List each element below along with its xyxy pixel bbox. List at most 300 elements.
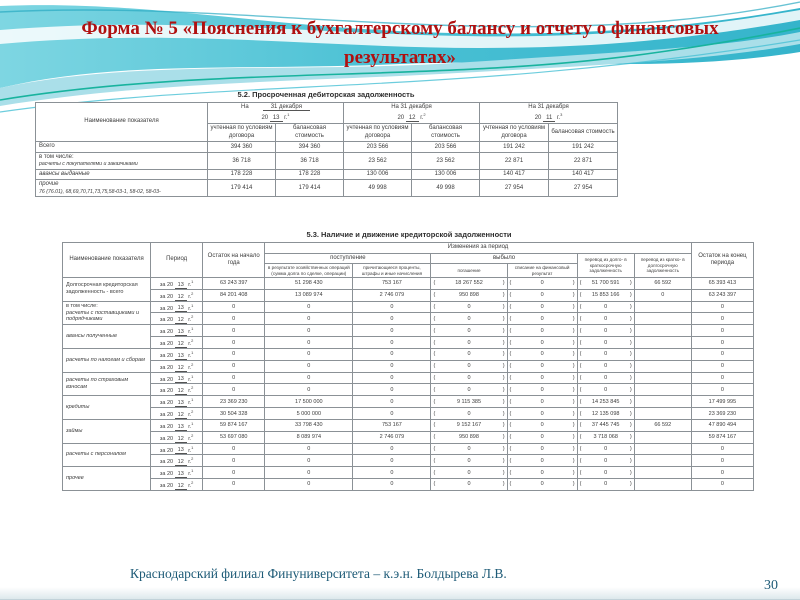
paren-close: ) [629,280,632,287]
value-text: 0 [604,304,608,311]
value-cell [634,467,691,479]
period-suffix: г. [186,411,192,418]
paren-close: ) [572,292,575,299]
value-cell: 49 998 [412,180,480,197]
value-cell: 0 [353,467,431,479]
paren-open: ( [509,446,512,452]
period-suffix: г. [186,340,192,347]
table-row [36,103,618,124]
value-cell: 140 417 [549,169,618,180]
period-year: 13 [175,305,187,312]
value-text: 0 [540,434,544,441]
paren-open: ( [579,481,582,488]
table-row [63,455,754,467]
value-cell: 753 167 [353,419,431,431]
paren-open: ( [509,481,512,488]
value-cell [507,348,577,360]
value-cell [431,372,507,384]
paren-value [580,280,632,286]
paren-close: ) [629,422,632,429]
paren-value [433,481,504,487]
paren-open: ( [579,434,582,441]
paren-close: ) [572,315,575,322]
period-cell [151,301,203,313]
col-header-indicator-name: Наименование показателя [36,103,208,142]
period-cell [151,372,203,384]
paren-open: ( [433,422,436,429]
value-text: 0 [467,351,471,358]
paren-value [510,387,575,393]
value-cell: 0 [265,479,353,491]
value-cell: 23 369 230 [203,396,265,408]
period-cell [151,325,203,337]
value-cell [507,467,577,479]
page-number: 30 [764,578,778,593]
value-cell: 63 243 397 [691,289,753,301]
period-suffix: г. [186,388,192,395]
paren-close: ) [502,386,505,393]
paren-open: ( [433,280,436,287]
value-cell [577,348,634,360]
period-year: 13 [175,329,187,336]
period-prefix: за 20 [159,423,175,430]
value-text: 9 152 167 [456,422,482,429]
paren-open: ( [509,398,512,405]
table-row [63,408,754,420]
value-cell [577,467,634,479]
table-row [63,372,754,384]
table-row [63,396,754,408]
paren-open: ( [509,457,512,464]
value-text: 0 [540,446,544,452]
paren-open: ( [579,398,582,405]
period-footnote: 2 [191,361,194,367]
row-label-text: расчеты с персоналом [66,451,126,458]
paren-open: ( [509,327,512,334]
value-cell [507,443,577,455]
table-row [63,243,754,254]
paren-value [510,316,575,322]
period-suffix: г. [186,447,192,454]
value-text: 0 [540,339,544,346]
value-text: 0 [467,386,471,393]
value-cell: 178 228 [208,169,276,180]
paren-close: ) [572,457,575,464]
paren-close: ) [502,422,505,429]
paren-value [433,470,504,476]
paren-value [510,446,575,452]
value-text: 12 135 098 [591,410,620,417]
value-text: 0 [540,410,544,417]
value-cell [577,313,634,325]
paren-close: ) [629,363,632,370]
value-cell [577,431,634,443]
paren-open: ( [433,375,436,382]
value-cell: 22 871 [480,152,549,169]
paren-close: ) [629,457,632,464]
period-prefix: за 20 [159,305,175,312]
paren-close: ) [572,386,575,393]
paren-value [580,458,632,464]
value-text: 0 [540,304,544,311]
paren-value [510,422,575,428]
paren-value [433,351,504,357]
value-cell [634,313,691,325]
period-prefix: за 20 [159,388,175,395]
value-cell [507,396,577,408]
paren-open: ( [509,339,512,346]
period-year: 13 [175,400,187,407]
period-year: 12 [175,436,187,443]
period-cell [151,337,203,349]
value-cell: 47 890 494 [691,419,753,431]
value-cell: 191 242 [549,142,618,153]
value-cell: 0 [691,337,753,349]
row-label [63,348,151,372]
row-label [63,301,151,325]
period-year: 13 [175,282,187,289]
value-cell: 0 [203,337,265,349]
paren-value [580,351,632,357]
paren-open: ( [579,351,582,358]
value-cell: 0 [203,384,265,396]
paren-close: ) [502,304,505,311]
paren-open: ( [579,304,582,311]
period-footnote: 1 [191,279,194,284]
table-row [36,180,618,197]
value-cell [634,301,691,313]
value-cell [431,289,507,301]
paren-open: ( [433,386,436,393]
period-cell [151,360,203,372]
value-cell [431,348,507,360]
paren-open: ( [433,434,436,441]
period-suffix: г. [186,435,192,442]
table-5-2 [35,102,618,197]
value-cell [431,301,507,313]
value-cell: 0 [265,348,353,360]
col-header-inflow: поступление [265,253,431,264]
row-label [63,372,151,396]
value-cell [634,325,691,337]
col-header-date-2012: На 31 декабря 20 12 г.$^2$ [344,103,480,124]
period-suffix: г. [186,482,192,489]
value-text: 0 [467,304,471,311]
paren-close: ) [572,481,575,488]
row-label-text: расчеты по налогам и сборам [66,356,145,363]
value-text: 37 445 745 [591,422,620,429]
value-cell: 0 [265,360,353,372]
period-year: 12 [175,483,187,490]
period-prefix: за 20 [159,364,175,371]
value-cell [431,360,507,372]
paren-close: ) [629,481,632,488]
table-row [63,301,754,313]
value-cell [634,372,691,384]
period-cell [151,408,203,420]
value-text: 0 [540,292,544,299]
period-footnote: 1 [191,349,194,355]
paren-value [433,446,504,452]
paren-value [510,481,575,487]
paren-close: ) [502,327,505,334]
paren-open: ( [579,339,582,346]
period-footnote: 1 [191,420,194,426]
row-label-text: расчеты по страховым взносам [66,377,129,390]
value-cell [431,408,507,420]
value-cell [577,479,634,491]
paren-open: ( [509,351,512,358]
col-header-contract-value: учтенная по условиям договора [344,124,412,142]
paren-value [433,363,504,369]
value-text: 0 [467,446,471,452]
value-text: 0 [604,375,608,382]
period-cell [151,431,203,443]
paren-close: ) [572,434,575,441]
period-prefix: за 20 [159,376,175,383]
period-suffix: г. [186,376,192,383]
paren-close: ) [502,398,505,405]
paren-open: ( [579,315,582,322]
value-cell: 0 [353,443,431,455]
value-cell: 84 201 408 [203,289,265,301]
paren-value [580,422,632,428]
value-cell: 0 [265,313,353,325]
paren-open: ( [579,280,582,287]
paren-open: ( [509,434,512,441]
row-label-text: кредиты [66,404,90,411]
period-footnote: 2 [191,314,194,320]
paren-value [580,481,632,487]
value-cell: 66 592 [634,419,691,431]
paren-close: ) [572,327,575,334]
value-cell: 13 089 974 [265,289,353,301]
paren-value [433,422,504,428]
value-cell: 0 [353,325,431,337]
value-cell: 5 000 000 [265,408,353,420]
paren-value [510,351,575,357]
row-label [36,152,208,169]
value-cell: 0 [691,479,753,491]
paren-value [510,470,575,476]
value-text: 0 [467,315,471,322]
paren-value [580,446,632,452]
period-cell [151,278,203,290]
paren-open: ( [433,446,436,452]
paren-open: ( [433,304,436,311]
value-cell: 394 360 [276,142,344,153]
paren-value [510,304,575,310]
paren-close: ) [502,351,505,358]
value-cell [507,360,577,372]
value-cell [431,467,507,479]
period-suffix: г. [186,352,192,359]
row-label [63,325,151,349]
period-suffix: г. [186,317,192,324]
period-prefix: за 20 [159,482,175,489]
value-cell: 0 [634,289,691,301]
value-cell: 23 369 230 [691,408,753,420]
value-cell: 2 746 079 [353,431,431,443]
value-cell: 0 [691,372,753,384]
paren-value [580,399,632,405]
value-cell [634,348,691,360]
value-text: 0 [604,446,608,452]
period-suffix: г. [186,305,192,312]
period-footnote: 1 [191,397,194,403]
paren-close: ) [629,434,632,441]
period-suffix: г. [186,281,192,288]
paren-open: ( [579,446,582,452]
period-year: 13 [175,353,187,360]
value-cell [431,455,507,467]
paren-open: ( [433,351,436,358]
period-footnote: 1 [191,302,194,308]
value-cell [431,325,507,337]
value-cell [431,278,507,290]
row-label-prefix: в том числе: [66,302,98,309]
value-cell [634,396,691,408]
value-cell: 0 [265,467,353,479]
period-footnote: 2 [191,432,194,438]
value-text: 0 [540,457,544,464]
value-cell: 0 [265,455,353,467]
value-cell: 753 167 [353,278,431,290]
value-cell [577,360,634,372]
period-cell [151,313,203,325]
value-cell: 36 718 [208,152,276,169]
value-cell: 65 393 413 [691,278,753,290]
value-cell: 191 242 [480,142,549,153]
row-label [36,169,208,180]
value-text: 15 853 166 [591,292,620,299]
col-header-balance-value: балансовая стоимость [549,124,618,142]
period-cell [151,467,203,479]
paren-value [510,328,575,334]
paren-value [433,292,504,298]
slide-title: Форма № 5 «Пояснения к бухгалтерскому балансу и отчету о финансовых результатах» [81,18,719,69]
period-suffix: г. [186,364,192,371]
value-text: 0 [540,375,544,382]
paren-close: ) [572,469,575,476]
period-footnote: 1 [191,373,194,379]
period-suffix: г. [186,423,192,430]
col-header-date-2011: На 31 декабря 20 11 г.$^3$ [480,103,618,124]
paren-open: ( [433,315,436,322]
value-cell [507,325,577,337]
period-prefix: за 20 [159,435,175,442]
row-label-text: прочее [66,475,84,482]
value-text: 950 898 [459,292,479,299]
period-cell [151,479,203,491]
paren-open: ( [433,457,436,464]
value-cell: 27 954 [549,180,618,197]
value-text: 950 898 [459,434,479,441]
table-row [63,278,754,290]
paren-open: ( [433,469,436,476]
value-cell [634,337,691,349]
value-cell: 17 499 995 [691,396,753,408]
value-cell: 203 566 [412,142,480,153]
paren-close: ) [629,469,632,476]
paren-close: ) [572,422,575,429]
value-cell: 0 [691,360,753,372]
table-row [63,419,754,431]
value-cell [431,337,507,349]
table-5-2-title: 5.2. Просроченная дебиторская задолженность [237,90,415,99]
paren-value [510,458,575,464]
paren-close: ) [629,304,632,311]
value-cell [577,384,634,396]
value-cell: 0 [353,348,431,360]
value-cell: 203 566 [344,142,412,153]
paren-close: ) [572,446,575,452]
value-cell: 0 [353,408,431,420]
paren-value [433,340,504,346]
period-cell [151,455,203,467]
period-prefix: за 20 [159,329,175,336]
paren-open: ( [509,469,512,476]
paren-open: ( [579,327,582,334]
value-cell: 0 [353,337,431,349]
row-label-text: расчеты с поставщиками и подрядчиками [66,309,140,323]
value-cell [634,408,691,420]
value-text: 0 [467,327,471,334]
value-cell [507,278,577,290]
period-footnote: 2 [191,338,194,344]
table-row [36,152,618,169]
value-cell: 0 [353,313,431,325]
row-label-text: авансы полученные [66,333,118,340]
table-row [36,169,618,180]
value-cell: 0 [691,455,753,467]
value-cell [507,479,577,491]
period-year: 12 [175,388,187,395]
col-header-changes: Изменения за период [265,243,692,254]
paren-close: ) [502,457,505,464]
row-label [63,419,151,443]
value-cell [431,384,507,396]
paren-value [510,363,575,369]
period-prefix: за 20 [159,352,175,359]
paren-value [580,470,632,476]
paren-close: ) [629,339,632,346]
paren-value [433,375,504,381]
paren-open: ( [433,327,436,334]
row-label-subtext: расчеты с покупателями и заказчиками [39,161,138,167]
value-cell: 0 [203,348,265,360]
paren-close: ) [502,469,505,476]
period-prefix: за 20 [159,293,175,300]
value-cell [577,278,634,290]
value-cell [431,396,507,408]
paren-open: ( [509,304,512,311]
period-year: 12 [175,412,187,419]
paren-value [580,434,632,440]
period-footnote: 2 [191,290,194,296]
paren-value [580,411,632,417]
period-year: 12 [175,341,187,348]
row-label-text: в том числе: [39,153,74,160]
paren-open: ( [433,292,436,299]
col-header-indicator-name: Наименование показателя [63,243,151,278]
paren-value [433,399,504,405]
value-cell: 140 417 [480,169,549,180]
value-text: 0 [467,469,471,476]
value-text: 3 718 068 [593,434,618,441]
table-row [63,467,754,479]
paren-open: ( [509,410,512,417]
